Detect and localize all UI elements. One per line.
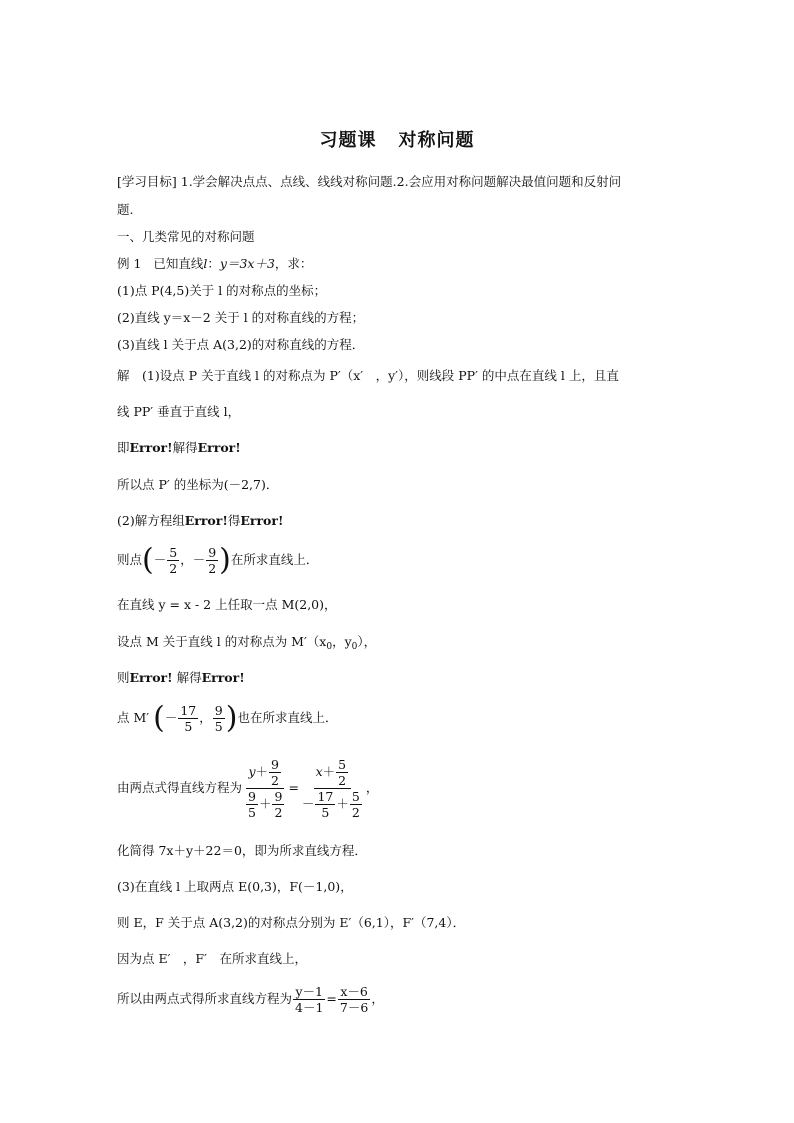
solution-line-1: 解 (1)设点 P 关于直线 l 的对称点为 P′（x′ ，y′），则线段 PP′ 的中点在直线 l 上，且直 <box>117 368 619 383</box>
example-post: ，求： <box>274 256 313 271</box>
text-point: 点 M′ <box>117 710 150 725</box>
example-line <box>117 256 312 272</box>
error-field: Error! <box>184 513 228 528</box>
text-jiede: 解得 <box>172 440 198 455</box>
solution-line-4: 所以点 P′ 的坐标为(－2,7)． <box>117 477 279 492</box>
denominator: 4－1 <box>295 1000 324 1015</box>
solution-line-14: 则 E，F 关于点 A(3,2)的对称点分别为 E′（6,1），F′（7,4）． <box>117 915 466 930</box>
text-post: 也在所求直线上． <box>237 710 338 725</box>
objective-label: [学习目标] <box>117 174 177 189</box>
big-fraction-left <box>243 757 287 820</box>
example-label: 例 1 <box>117 256 142 271</box>
section-heading: 一、几类常见的对称问题 <box>117 229 255 244</box>
fraction: $\frac{9}{5}$ <box>248 789 256 820</box>
denominator: － $\frac{17}{5}$ ＋ $\frac{5}{2}$ <box>301 789 360 820</box>
solution-line-9 <box>117 670 245 686</box>
question-2: (2)直线 y＝x－2 关于 l 的对称直线的方程； <box>117 310 365 325</box>
solution-line-7: 在直线 y = x - 2 上任取一点 M(2,0)， <box>117 597 337 612</box>
text-post: ， <box>371 991 384 1006</box>
solution-line-15: 因为点 E′ ，F′ 在所求直线上， <box>117 951 307 966</box>
fraction <box>338 984 370 1015</box>
fraction: $\frac{9}{2}$ <box>271 757 279 788</box>
objective-cont: 题. <box>117 202 134 217</box>
error-field: Error! <box>129 440 173 455</box>
title-left: 习题课 <box>319 130 377 151</box>
numerator: 5 <box>169 545 178 560</box>
solution-line-10: 点 M′ (－ $\frac{17}{5}$ ， $\frac{9}{5}$ )也在所求直线上． <box>117 700 338 736</box>
objective-text: 1.学会解决点点、点线、线线对称问题.2.会应用对称问题解决最值问题和反射问 <box>180 174 622 189</box>
error-field: Error! <box>201 670 245 685</box>
fraction <box>213 703 225 734</box>
page-title <box>0 126 794 152</box>
solution-line-3 <box>117 440 241 456</box>
text-post: 在所求直线上． <box>230 552 319 567</box>
example-pre: 已知直线 <box>153 256 204 271</box>
fraction <box>293 984 325 1015</box>
text-c: ）， <box>357 634 377 649</box>
example-colon: ： <box>207 256 220 271</box>
error-field: Error! <box>240 513 284 528</box>
question-3: (3)直线 l 关于点 A(3,2)的对称直线的方程． <box>117 337 365 352</box>
right-paren: ) <box>225 700 238 736</box>
text-solve: (2)解方程组 <box>117 513 185 528</box>
denominator: 2 <box>169 561 178 576</box>
denominator: $\frac{9}{5}$ ＋ $\frac{9}{2}$ <box>248 789 283 820</box>
solution-line-16: 所以由两点式得所求直线方程为 $\frac{y-1}{4-1}$ = $\frac{x-6}{7-6}$ ， <box>117 984 384 1015</box>
denominator: 2 <box>208 561 217 576</box>
denominator: 5 <box>184 719 193 734</box>
left-paren: ( <box>153 700 165 736</box>
text-jiede: 解得 <box>172 670 202 685</box>
example-equation: y＝3x＋3 <box>219 256 275 271</box>
right-paren: ) <box>219 542 231 578</box>
solution-line-12: 化简得 7x＋y＋22＝0，即为所求直线方程． <box>117 843 367 858</box>
solution-line-5 <box>117 513 283 529</box>
example-var: l <box>203 256 208 271</box>
fraction <box>167 545 179 576</box>
fraction: $\frac{5}{2}$ <box>351 789 360 820</box>
fraction <box>206 545 218 576</box>
numerator: 17 <box>180 703 197 718</box>
question-1: (1)点 P(4,5)关于 l 的对称点的坐标； <box>117 283 327 298</box>
error-field: Error! <box>197 440 241 455</box>
solution-line-11: 由两点式得直线方程为 y＋ $\frac{9}{2}$ $\frac{9}{5}$ ＋ $\frac{9}{2}$ = x＋ $\frac{5}{2}$ － $\frac{17}{5}$ ＋ $\frac{5}{2}$ ， <box>117 757 379 820</box>
solution-line-13: (3)在直线 l 上取两点 E(0,3)，F(－1,0)， <box>117 879 353 894</box>
objective-line <box>117 174 621 190</box>
numerator: y＋ $\frac{9}{2}$ <box>246 757 284 789</box>
left-paren: ( <box>142 542 154 578</box>
text-pre: 由两点式得直线方程为 <box>117 780 243 795</box>
subscript: 0 <box>351 642 358 652</box>
solution-line-8 <box>117 634 376 655</box>
denominator: 7－6 <box>339 1000 369 1015</box>
big-fraction-right <box>300 757 365 820</box>
numerator: x＋ $\frac{5}{2}$ <box>314 757 352 789</box>
text-ji: 即 <box>117 440 130 455</box>
subscript: 0 <box>326 642 333 652</box>
text-pre: 所以由两点式得所求直线方程为 <box>117 991 293 1006</box>
denominator: 5 <box>214 719 223 734</box>
solution-line-6: 则点(－ $\frac{5}{2}$ ，－ $\frac{9}{2}$ )在所求直线上． <box>117 542 319 578</box>
fraction: $\frac{17}{5}$ <box>317 789 334 820</box>
error-field: Error! <box>129 670 173 685</box>
text-ze: 则 <box>117 670 130 685</box>
fraction: $\frac{9}{2}$ <box>274 789 283 820</box>
solution-line-2: 线 PP′ 垂直于直线 l， <box>117 404 241 419</box>
numerator: 9 <box>214 703 223 718</box>
text-zedian: 则点 <box>117 552 143 567</box>
fraction: $\frac{5}{2}$ <box>338 757 347 788</box>
numerator: 9 <box>208 545 217 560</box>
title-right: 对称问题 <box>398 130 475 151</box>
numerator: y－1 <box>295 984 323 999</box>
fraction <box>178 703 198 734</box>
text-de: 得 <box>227 513 241 528</box>
text-b: ，y <box>332 634 352 649</box>
numerator: x－6 <box>340 984 368 999</box>
text-a: 设点 M 关于直线 l 的对称点为 M′（x <box>117 634 327 649</box>
